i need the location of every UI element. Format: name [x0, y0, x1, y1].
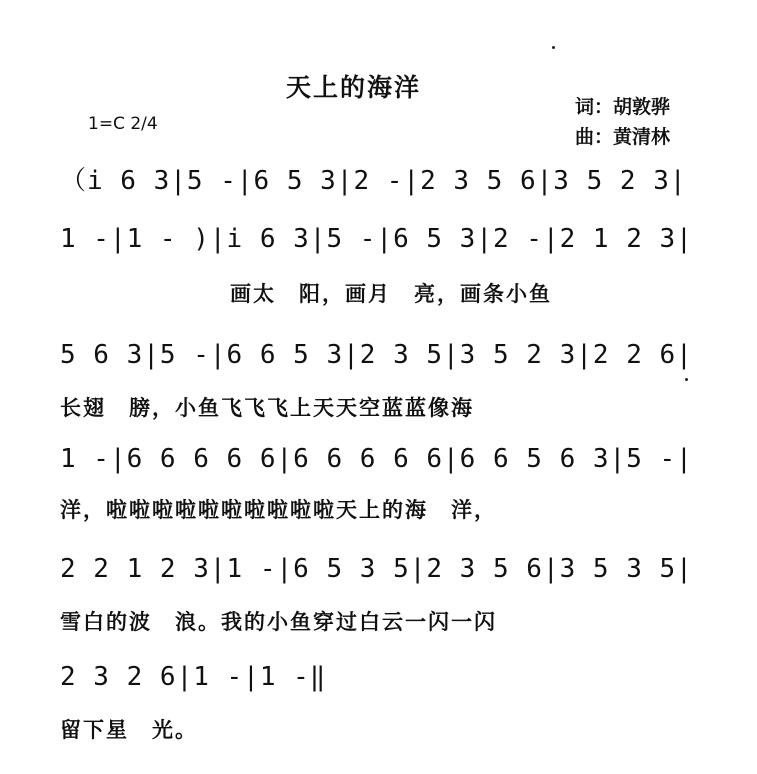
notation-line-5: 2 2 1 2 3|1 -|6 5 3 5|2 3 5 6|3 5 3 5| — [60, 554, 693, 584]
lyrics-line-3: 长翅 膀，小鱼飞飞飞上天天空蓝蓝像海 — [60, 396, 474, 420]
notation-line-4: 1 -|6 6 6 6 6|6 6 6 6 6|6 6 5 6 3|5 -| — [60, 444, 693, 474]
key-signature: 1=C 2/4 — [88, 114, 158, 134]
lyrics-line-4: 洋，啦啦啦啦啦啦啦啦啦啦天上的海 洋， — [60, 498, 497, 522]
lyrics-line-6: 留下星 光。 — [60, 718, 198, 742]
notation-line-6: 2 3 2 6|1 -|1 -‖ — [60, 662, 327, 692]
song-title: 天上的海洋 — [286, 73, 422, 102]
scan-speck — [552, 46, 555, 49]
notation-line-2: 1 -|1 - )|i 6 3|5 -|6 5 3|2 -|2 1 2 3| — [60, 224, 693, 254]
notation-line-1: （i 6 3|5 -|6 5 3|2 -|2 3 5 6|3 5 2 3| — [60, 166, 687, 196]
scan-speck — [685, 378, 688, 381]
notation-line-3: 5 6 3|5 -|6 6 5 3|2 3 5|3 5 2 3|2 2 6| — [60, 340, 693, 370]
lyrics-line-2: 画太 阳，画月 亮，画条小鱼 — [230, 282, 552, 306]
composer-credit: 曲：黄清林 — [575, 126, 671, 148]
lyricist-credit: 词：胡敦骅 — [575, 96, 671, 118]
lyrics-line-5: 雪白的波 浪。我的小鱼穿过白云一闪一闪 — [60, 610, 497, 634]
